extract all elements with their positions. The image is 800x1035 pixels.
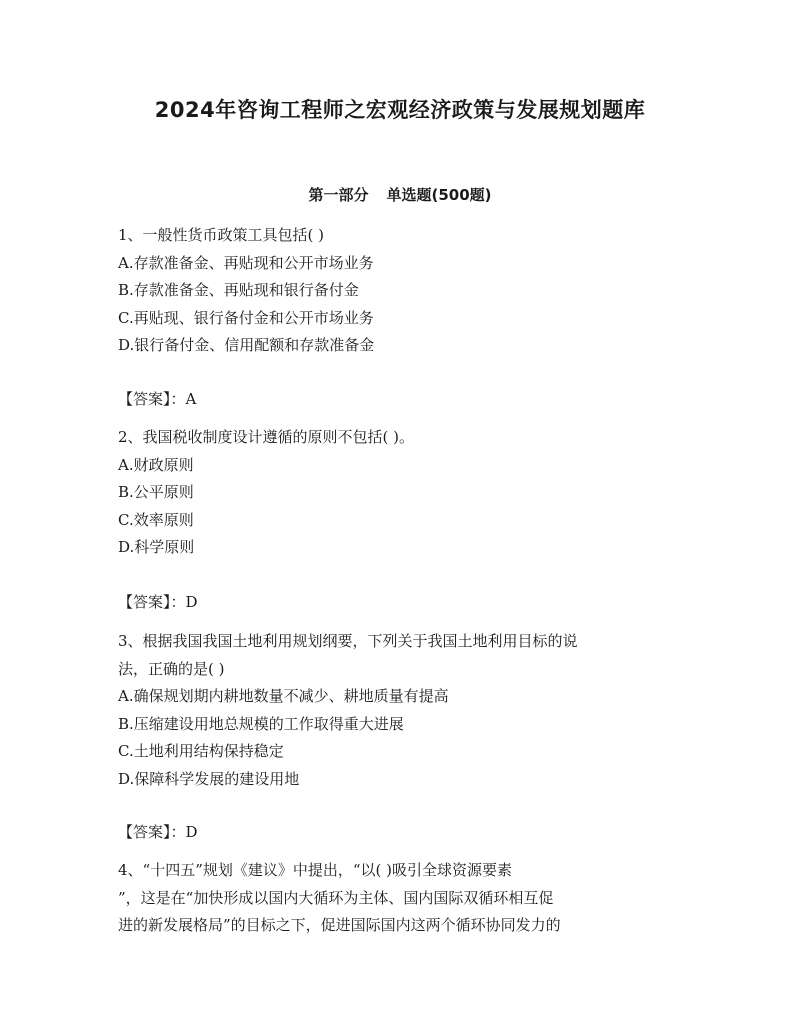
option-d: D.科学原则 <box>118 538 195 556</box>
option-c: C.再贴现、银行备付金和公开市场业务 <box>118 308 374 327</box>
question-stem-line-2: 法，正确的是( ) <box>118 659 225 678</box>
answer-text: 【答案】：D <box>118 823 198 841</box>
answer-2 <box>118 589 688 617</box>
answer-1 <box>118 386 688 414</box>
answer-3 <box>118 819 688 847</box>
question-4 <box>118 857 688 940</box>
section-part: 第一部分 <box>308 186 369 204</box>
option-d: D.银行备付金、信用配额和存款准备金 <box>118 336 375 354</box>
option-b: B.公平原则 <box>118 483 194 501</box>
question-3 <box>118 628 688 793</box>
option-a: A.财政原则 <box>118 455 194 474</box>
option-c: C.土地利用结构保持稳定 <box>118 742 284 760</box>
question-stem-line-3: 进的新发展格局”的目标之下，促进国际国内这两个循环协同发力的 <box>118 916 561 934</box>
question-2 <box>118 424 688 562</box>
answer-text: 【答案】：D <box>118 593 198 611</box>
question-stem: 2、我国税收制度设计遵循的原则不包括( )。 <box>118 428 415 446</box>
option-b: B.存款准备金、再贴现和银行备付金 <box>118 281 359 299</box>
question-stem-line-1: 3、根据我国我国土地利用规划纲要，下列关于我国土地利用目标的说 <box>118 632 578 650</box>
answer-text: 【答案】：A <box>118 390 197 408</box>
option-b: B.压缩建设用地总规模的工作取得重大进展 <box>118 714 404 733</box>
section-heading <box>0 184 800 205</box>
question-stem-line-1: 4、“十四五”规划《建议》中提出，“以( )吸引全球资源要素 <box>118 861 513 879</box>
question-1 <box>118 222 688 360</box>
option-a: A.确保规划期内耕地数量不减少、耕地质量有提高 <box>118 687 449 705</box>
question-stem-line-2: ”，这是在“加快形成以国内大循环为主体、国内国际双循环相互促 <box>118 888 554 907</box>
document-title: 2024年咨询工程师之宏观经济政策与发展规划题库 <box>154 98 646 122</box>
section-name: 单选题(500题) <box>386 186 492 204</box>
option-d: D.保障科学发展的建设用地 <box>118 769 300 788</box>
question-stem: 1、一般性货币政策工具包括( ) <box>118 226 325 244</box>
option-c: C.效率原则 <box>118 510 194 529</box>
option-a: A.存款准备金、再贴现和公开市场业务 <box>118 253 374 272</box>
